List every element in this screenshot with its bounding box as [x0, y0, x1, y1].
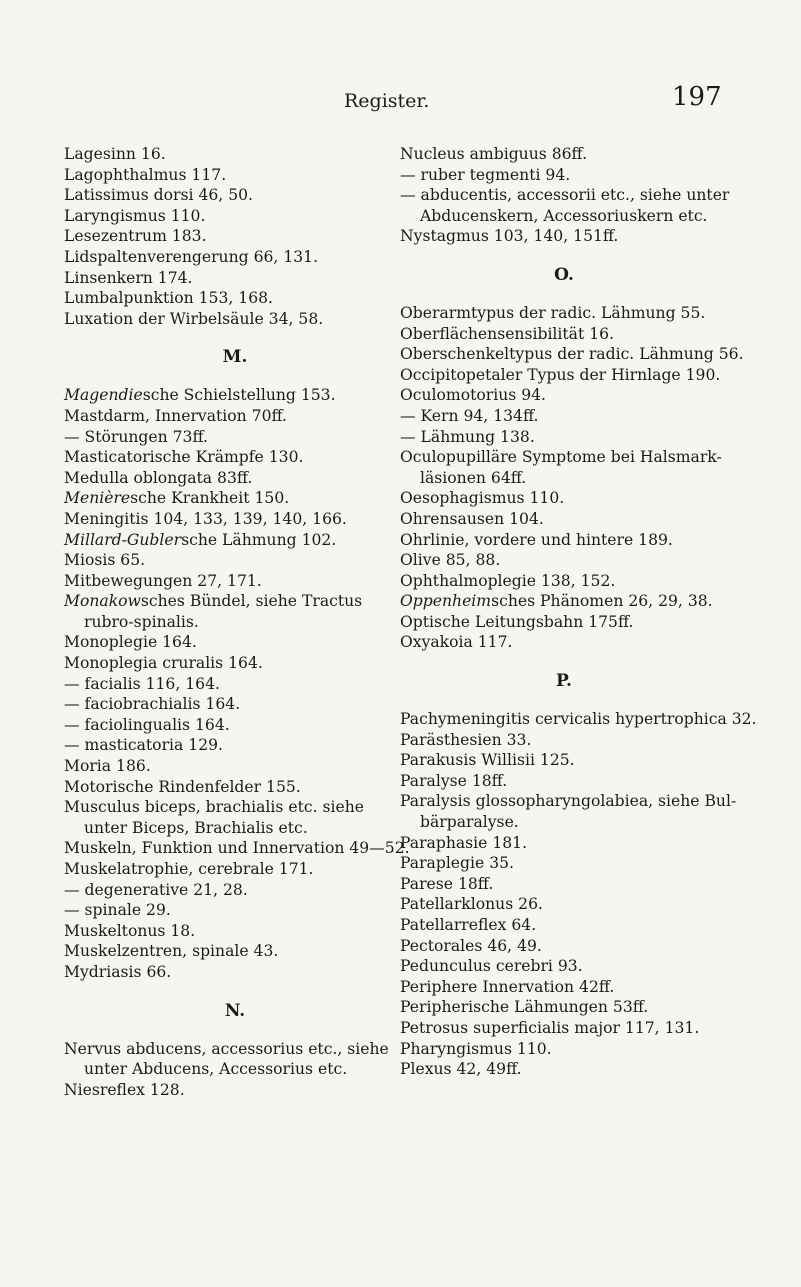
index-entry: Nervus abducens, accessorius etc., siehe unter Abducens, Accessorius etc. — [64, 1039, 389, 1079]
index-entry: Meningitis 104, 133, 139, 140, 166. — [64, 509, 347, 528]
running-title: Register. — [344, 90, 430, 112]
index-entry: Lagesinn 16. — [64, 145, 166, 163]
index-entry: — ruber tegmenti 94. — [400, 165, 571, 184]
index-entry: Parästhesien 33. — [400, 730, 532, 749]
index-entry: — facialis 116, 164. — [64, 674, 220, 693]
entry-eponym: Oppenheim — [400, 592, 492, 611]
index-entry: Occipitopetaler Typus der Hirnlage 190. — [400, 365, 721, 384]
index-entry: Petrosus superficialis major 117, 131. — [400, 1018, 700, 1037]
index-entry: Nystagmus 103, 140, 151ff. — [400, 227, 619, 246]
section-letter: M. — [222, 347, 248, 368]
index-entry: Musculus biceps, brachialis etc. siehe unter Biceps, Brachialis etc. — [64, 798, 364, 837]
index-entry: Mydriasis 66. — [64, 962, 172, 981]
index-entry: Moria 186. — [64, 757, 151, 776]
index-entry: Lesezentrum 183. — [64, 227, 207, 246]
page-number: 197 — [672, 82, 722, 112]
entry-text: sche Schielstellung 153. — [142, 386, 336, 405]
index-entry: Parese 18ff. — [400, 874, 494, 893]
index-entry: Laryngismus 110. — [64, 206, 206, 225]
index-entry: Parakusis Willisii 125. — [400, 751, 575, 770]
index-entry: — spinale 29. — [64, 901, 171, 920]
section-letter: N. — [224, 1000, 246, 1021]
index-entry: Luxation der Wirbelsäule 34, 58. — [64, 309, 324, 328]
index-entry: Oesophagismus 110. — [400, 489, 565, 508]
entry-text: sche Krankheit 150. — [130, 489, 290, 508]
index-entry: — Störungen 73ff. — [64, 427, 208, 446]
index-entry: Lumbalpunktion 153, 168. — [64, 289, 274, 308]
index-entry: Miosis 65. — [64, 551, 146, 570]
index-entry: Peripherische Lähmungen 53ff. — [400, 998, 649, 1017]
entry-eponym: Menière — [64, 489, 131, 508]
index-entry: Muskeln, Funktion und Innervation 49—52. — [64, 839, 410, 858]
entry-eponym: Magendie — [64, 386, 143, 405]
index-entry: — masticatoria 129. — [64, 736, 223, 755]
index-entry: Medulla oblongata 83ff. — [64, 468, 253, 487]
index-entry: Paraphasie 181. — [400, 833, 528, 852]
index-entry: Ohrensausen 104. — [400, 509, 544, 528]
entry-text: sches Bündel, siehe Tractus rubro-spinalis. — [84, 592, 363, 631]
index-entry: Optische Leitungsbahn 175ff. — [400, 612, 634, 631]
index-entry: Latissimus dorsi 46, 50. — [64, 186, 254, 205]
index-entry — [64, 488, 406, 509]
index-entry: Ophthalmoplegie 138, 152. — [400, 571, 616, 590]
index-entry: Oxyakoia 117. — [400, 633, 513, 652]
left-index-column — [64, 144, 410, 1100]
index-entry: Monoplegie 164. — [64, 633, 197, 652]
index-entry: Niesreflex 128. — [64, 1080, 185, 1099]
index-entry: Masticatorische Krämpfe 130. — [64, 448, 304, 467]
index-entry: Paralyse 18ff. — [400, 771, 508, 790]
index-entry: Oberschenkeltypus der radic. Lähmung 56. — [400, 345, 744, 364]
index-entry: Monoplegia cruralis 164. — [64, 654, 263, 673]
index-entry: Pachymeningitis cervicalis hypertrophica 32. — [400, 710, 757, 729]
index-entry: — degenerative 21, 28. — [64, 880, 248, 899]
index-entry: Pharyngismus 110. — [400, 1039, 552, 1058]
index-entry: Paraplegie 35. — [400, 854, 514, 873]
index-entry: — Lähmung 138. — [400, 427, 535, 446]
entry-text: sches Phänomen 26, 29, 38. — [491, 592, 713, 611]
index-entry: Nucleus ambiguus 86ff. — [400, 145, 588, 163]
entry-text: sche Lähmung 102. — [181, 530, 337, 549]
index-entry: — Kern 94, 134ff. — [400, 406, 539, 425]
index-entry: Olive 85, 88. — [400, 551, 501, 570]
index-entry: Oberarmtypus der radic. Lähmung 55. — [400, 303, 706, 322]
index-entry: — abducentis, accessorii etc., siehe unter Abducenskern, Accessoriuskern etc. — [400, 186, 730, 225]
index-entry: Oculopupilläre Symptome bei Halsmark-läsionen 64ff. — [400, 448, 722, 487]
index-entry: Motorische Rindenfelder 155. — [64, 777, 301, 796]
entry-eponym: Monakow — [64, 592, 141, 611]
index-entry: Lidspaltenverengerung 66, 131. — [64, 247, 319, 266]
index-entry: Ohrlinie, vordere und hintere 189. — [400, 530, 673, 549]
index-entry: Mastdarm, Innervation 70ff. — [64, 406, 287, 425]
section-letter: O. — [554, 264, 574, 285]
index-entry: Linsenkern 174. — [64, 268, 193, 287]
section-letter: P. — [556, 671, 572, 692]
index-entry: Muskelatrophie, cerebrale 171. — [64, 860, 314, 878]
index-entry: Patellarreflex 64. — [400, 916, 537, 934]
index-entry: Muskelzentren, spinale 43. — [64, 942, 279, 961]
index-entry: Oculomotorius 94. — [400, 386, 547, 405]
index-entry: Paralysis glossopharyngolabiea, siehe Bul-bärparalyse. — [400, 792, 737, 832]
entry-eponym: Millard-Gubler — [64, 530, 182, 549]
index-entry: Pedunculus cerebri 93. — [400, 957, 583, 976]
index-entry — [64, 530, 406, 551]
index-entry: Muskeltonus 18. — [64, 921, 196, 940]
index-entry: Pectorales 46, 49. — [400, 936, 542, 955]
index-entry: Periphere Innervation 42ff. — [400, 977, 615, 996]
index-entry: — faciolingualis 164. — [64, 715, 230, 734]
index-entry — [64, 591, 406, 632]
right-index-column — [400, 144, 758, 1080]
index-entry: Oberflächensensibilität 16. — [400, 324, 614, 343]
index-entry: — faciobrachialis 164. — [64, 695, 241, 714]
index-entry: Mitbewegungen 27, 171. — [64, 571, 262, 590]
index-entry: Lagophthalmus 117. — [64, 165, 227, 184]
index-entry: Plexus 42, 49ff. — [400, 1060, 522, 1079]
index-entry — [400, 591, 758, 612]
page-header — [0, 82, 801, 118]
index-entry — [64, 385, 406, 406]
index-entry: Patellarklonus 26. — [400, 895, 543, 914]
